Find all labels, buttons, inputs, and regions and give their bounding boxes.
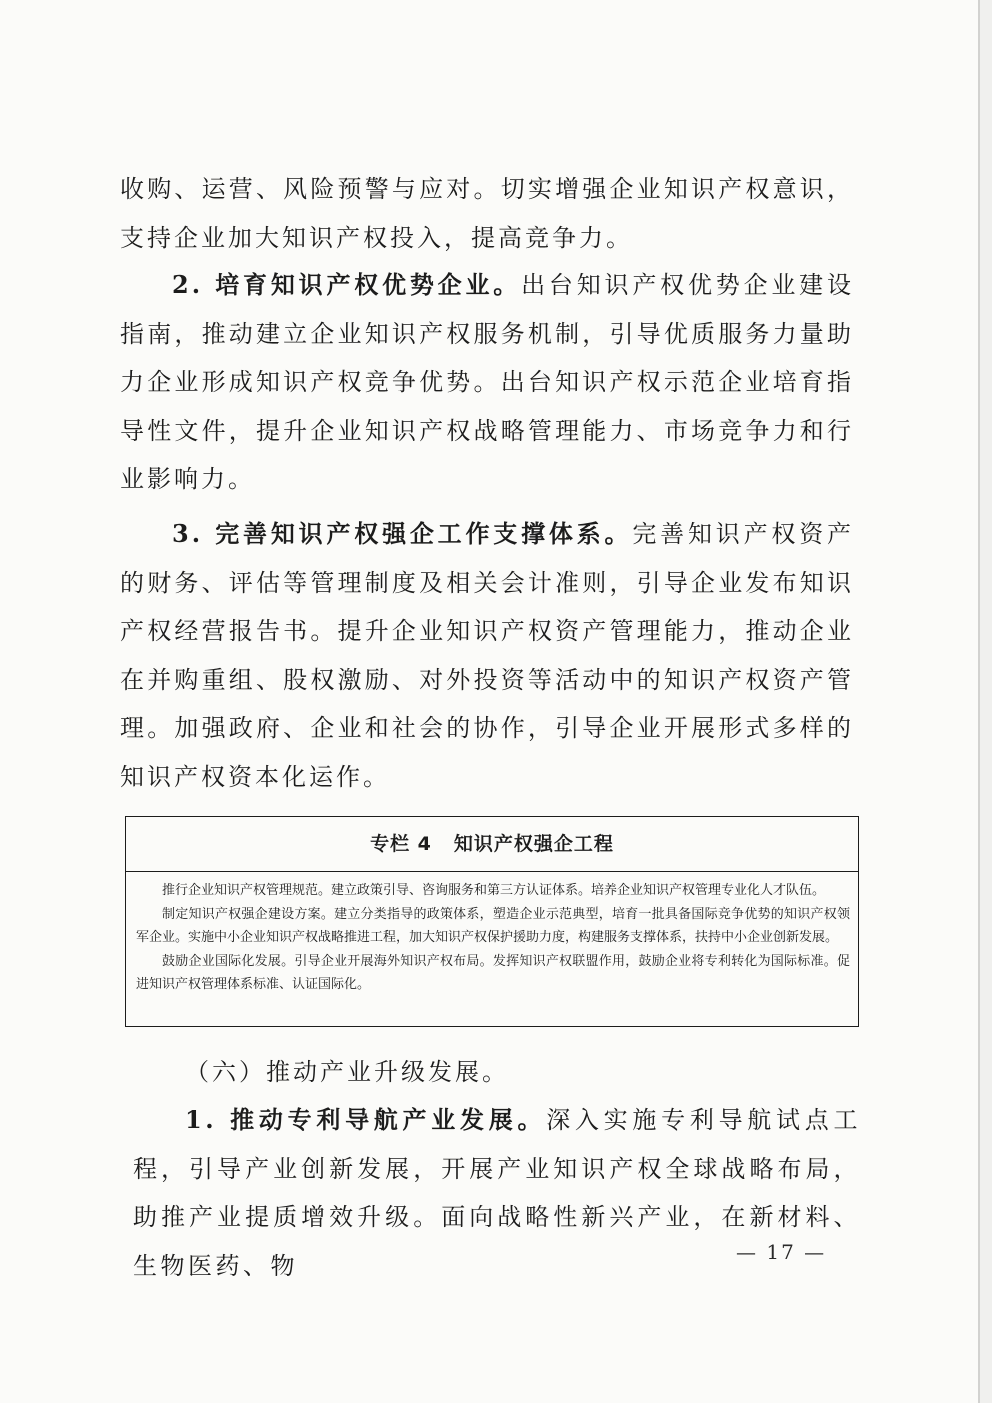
section-6-heading: （六）推动产业升级发展。	[185, 1058, 509, 1086]
intro-text: 收购、运营、风险预警与应对。切实增强企业知识产权意识，支持企业加大知识产权投入，提高竞争力。	[120, 175, 854, 252]
sidebar-title-text: 知识产权强企工程	[453, 833, 614, 855]
sidebar-item-body: 引导企业开展海外知识产权布局。发挥知识产权联盟作用，鼓励企业将专利转化为国际标准。促进知识产权管理体系标准、认证国际化。	[136, 953, 850, 992]
sidebar-item-heading: 鼓励企业国际化发展。	[162, 953, 295, 969]
item-2-body: 出台知识产权优势企业建设指南，推动建立企业知识产权服务机制，引导优质服务力量助力企业形成知识产权竞争优势。出台知识产权示范企业培育指导性文件，提升企业知识产权战略管理能力、市场竞争力和行业影响力。	[120, 271, 854, 493]
item-1-body: 深入实施专利导航试点工程，引导产业创新发展，开展产业知识产权全球战略布局，助推产业提质增效升级。面向战略性新兴产业，在新材料、生物医药、物	[133, 1106, 861, 1280]
sidebar-title	[126, 817, 858, 872]
sidebar-item-body: 建立政策引导、咨询服务和第三方认证体系。培养企业知识产权管理专业化人才队伍。	[331, 883, 826, 898]
sidebar-item	[136, 950, 850, 997]
sidebar-body	[126, 872, 858, 997]
page-margin	[980, 0, 992, 1403]
sidebar-box	[125, 816, 859, 1027]
item-3-body: 完善知识产权资产的财务、评估等管理制度及相关会计准则，引导企业发布知识产权经营报告书。提升企业知识产权资产管理能力，推动企业在并购重组、股权激励、对外投资等活动中的知识产权资产管理。加强政府、企业和社会的协作，引导企业开展形式多样的知识产权资本化运作。	[120, 520, 854, 791]
item-3-paragraph	[120, 510, 854, 801]
sidebar-item-heading: 推行企业知识产权管理规范。	[162, 883, 332, 898]
item-2-heading: 2. 培育知识产权优势企业。	[172, 270, 522, 299]
item-3-heading: 3. 完善知识产权强企工作支撑体系。	[172, 519, 633, 548]
sidebar-label: 专栏 4	[370, 833, 432, 855]
item-1-heading: 1. 推动专利导航产业发展。	[185, 1105, 547, 1134]
sidebar-item	[136, 903, 850, 950]
intro-paragraph	[120, 165, 854, 262]
sidebar-item	[136, 879, 850, 903]
page-number: — 17 —	[736, 1240, 827, 1264]
page-edge-line	[978, 0, 980, 1403]
sidebar-item-heading: 制定知识产权强企建设方案。	[162, 906, 335, 922]
sidebar-item-body: 建立分类指导的政策体系，塑造企业示范典型，培育一批具备国际竞争优势的知识产权领军企业。实施中小企业知识产权战略推进工程，加大知识产权保护援助力度，构建服务支撑体系，扶持中小企业创新发展。	[136, 906, 850, 945]
item-2-paragraph	[120, 261, 854, 504]
